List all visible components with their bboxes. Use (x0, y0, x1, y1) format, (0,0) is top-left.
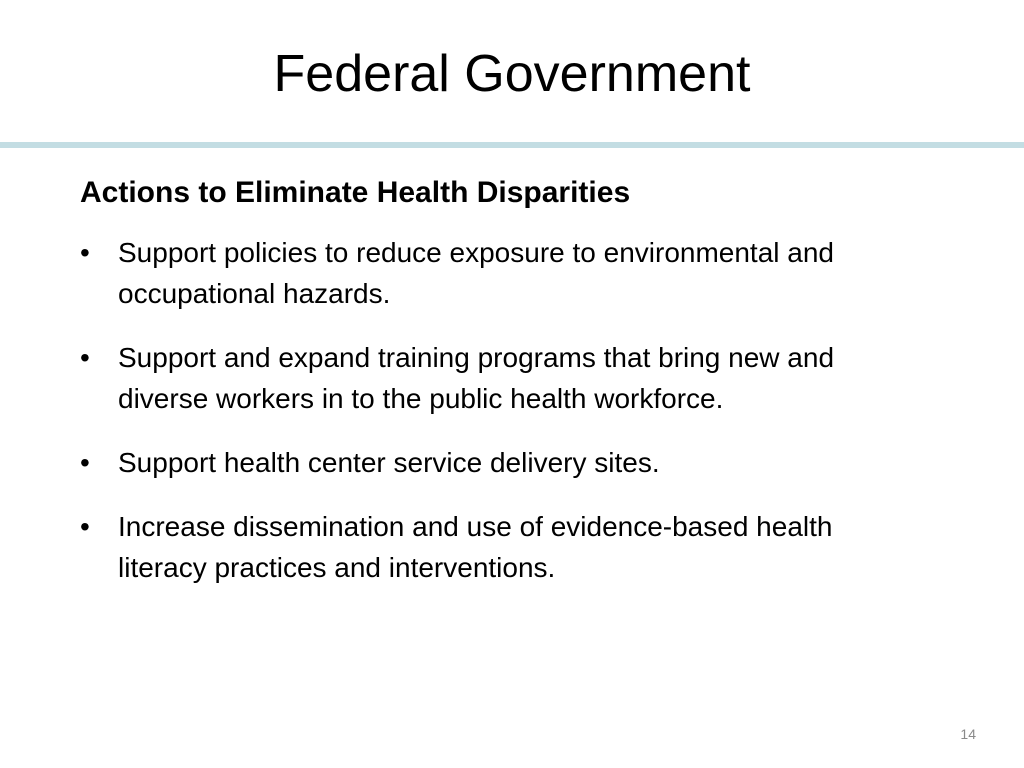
bullet-icon: • (80, 342, 90, 373)
bullet-text: Support health center service delivery sites. (118, 447, 660, 478)
bullet-text: Support and expand training programs that bring new and diverse workers in to the public health workforce. (118, 342, 835, 414)
section-heading: Actions to Eliminate Health Disparities (80, 176, 631, 209)
bullet-icon: • (80, 511, 90, 542)
bullet-item (80, 506, 880, 588)
bullet-icon: • (80, 447, 90, 478)
bullet-item (80, 442, 880, 483)
bullet-text: Support policies to reduce exposure to environmental and occupational hazards. (118, 237, 834, 309)
bullet-icon: • (80, 237, 90, 268)
bullet-list (80, 232, 880, 611)
bullet-item (80, 337, 880, 419)
title-divider (0, 142, 1024, 148)
bullet-item (80, 232, 880, 314)
slide-title: Federal Government (273, 45, 751, 103)
bullet-text: Increase dissemination and use of evidence-based health literacy practices and interventions. (118, 511, 833, 583)
page-number: 14 (960, 726, 976, 742)
